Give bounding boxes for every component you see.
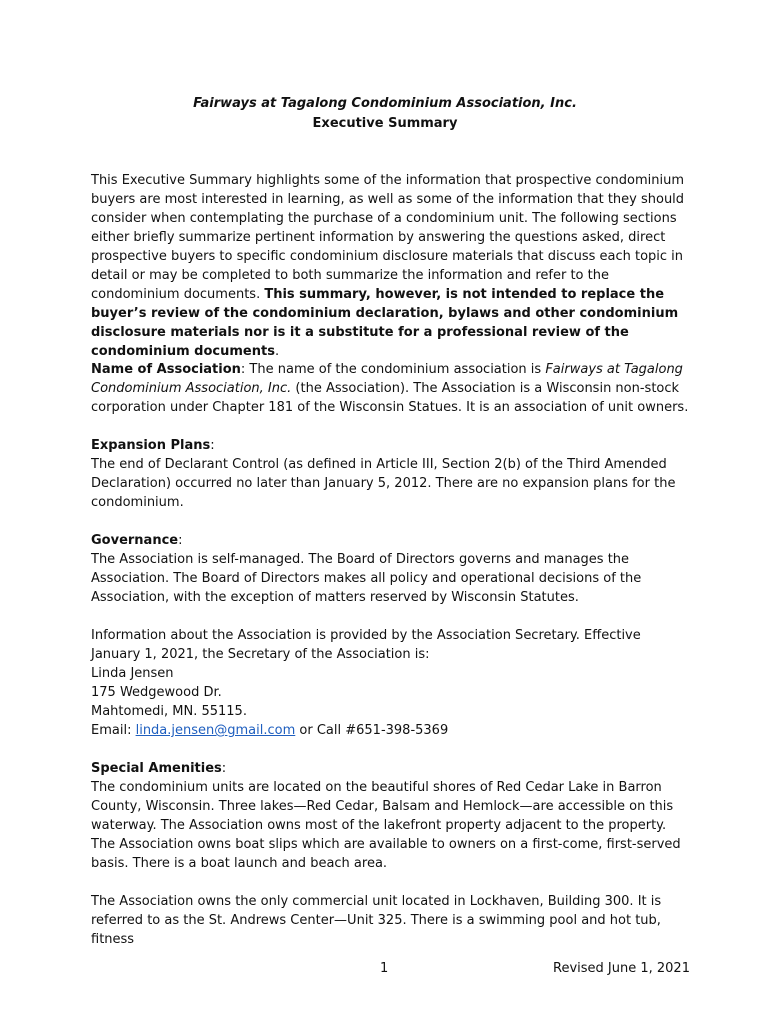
- secretary-text: Information about the Association is provided by the Association Secretary. Effective January 1, 2021, the Secretary of the Association is:: [91, 628, 641, 662]
- intro-text: This Executive Summary highlights some of the information that prospective condominium buyers are most interested in learning, as well as some of the information that they should consider when contemplating the purchase of a condominium unit. The following sections either briefly summarize pertinent information by answering the questions asked, direct prospective buyers to specific condominium disclosure materials that discuss each topic in detail or may be completed to both summarize the information and refer to the condominium documents.: [91, 173, 685, 302]
- email-link[interactable]: linda.jensen@gmail.com: [135, 723, 296, 738]
- revision-date: Revised June 1, 2021: [553, 961, 690, 976]
- expansion-plans-section: [91, 436, 691, 512]
- amenities-colon: :: [221, 761, 227, 776]
- page-number: 1: [380, 961, 389, 976]
- intro-end: .: [274, 344, 280, 359]
- amenities-text: The condominium units are located on the beautiful shores of Red Cedar Lake in Barron County, Wisconsin. Three lakes—Red Cedar, Balsam and Hemlock—are accessible on this waterway. The Association owns most of the lakefront property adjacent to the property. The Association owns boat slips which are available to owners on a first-come, first-served basis. There is a boat launch and beach area.: [91, 780, 681, 871]
- governance-section: [91, 531, 691, 607]
- document-title: Fairways at Tagalong Condominium Association, Inc.: [193, 96, 577, 111]
- name-intro-text: : The name of the condominium association is: [240, 362, 546, 377]
- intro-bold-text: This summary, however, is not intended to replace the buyer’s review of the condominium declaration, bylaws and other condominium disclosure materials nor is it a substitute for a professional review of the condominium documents: [91, 287, 679, 359]
- special-amenities-section: [91, 759, 691, 873]
- governance-colon: :: [178, 533, 183, 548]
- expansion-text: The end of Declarant Control (as defined in Article III, Section 2(b) of the Third Amended Declaration) occurred no later than January 5, 2012. There are no expansion plans for the condominium.: [91, 457, 676, 510]
- document-subtitle: Executive Summary: [312, 116, 458, 131]
- commercial-unit-paragraph: [91, 892, 691, 949]
- secretary-name: Linda Jensen: [91, 666, 174, 681]
- email-label: Email:: [91, 723, 136, 738]
- secretary-address-line2: Mahtomedi, MN. 55115.: [91, 704, 247, 719]
- phone-text: or Call #651-398-5369: [295, 723, 449, 738]
- governance-text: The Association is self-managed. The Board of Directors governs and manages the Association. The Board of Directors makes all policy and operational decisions of the Association, with the exception of matters reserved by Wisconsin Statutes.: [91, 552, 642, 605]
- secretary-address-line1: 175 Wedgewood Dr.: [91, 685, 222, 700]
- name-rest-text: (the Association). The Association is a Wisconsin non-stock corporation under Chapter 181 of the Wisconsin Statues. It is an association of unit owners.: [91, 381, 689, 415]
- name-of-association-section: [91, 360, 691, 417]
- amenities-heading: Special Amenities: [91, 761, 222, 776]
- expansion-colon: :: [210, 438, 215, 453]
- name-heading: Name of Association: [91, 362, 241, 377]
- intro-paragraph: [91, 171, 691, 361]
- expansion-heading: Expansion Plans: [91, 438, 211, 453]
- commercial-unit-text: The Association owns the only commercial unit located in Lockhaven, Building 300. It is referred to as the St. Andrews Center—Unit 325. There is a swimming pool and hot tub, fitness: [91, 894, 662, 947]
- association-name: Fairways at Tagalong Condominium Association, Inc.: [91, 362, 683, 396]
- secretary-section: [91, 626, 691, 740]
- governance-heading: Governance: [91, 533, 179, 548]
